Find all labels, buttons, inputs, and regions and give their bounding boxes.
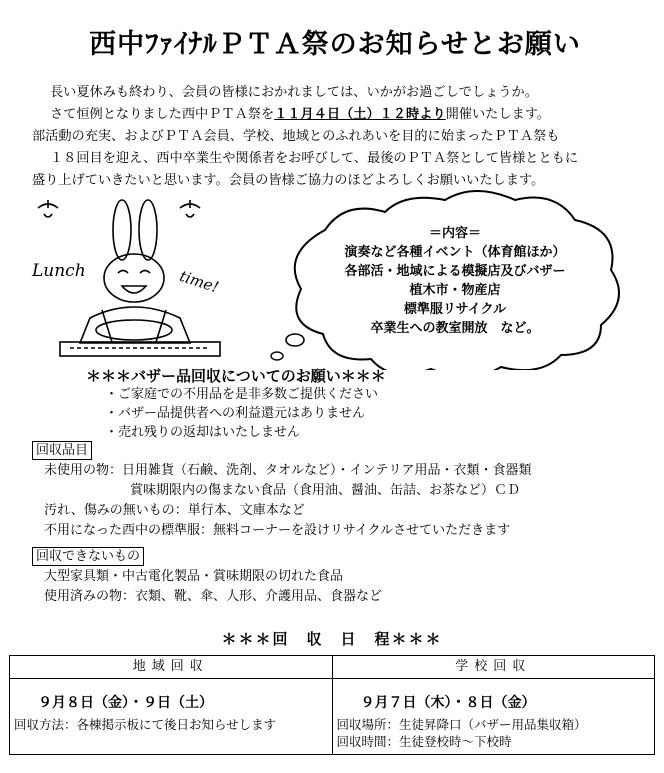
not-collected-row: 大型家具類・中古電化製品・賞味期限の切れた食品 bbox=[44, 569, 344, 584]
collected-row: 汚れ、傷みの無いもの：単行本、文庫本など bbox=[44, 503, 305, 518]
intro-line: 部活動の充実、およびＰＴＡ会員、学校、地域とのふれあいを目的に始まったＰＴＡ祭も bbox=[32, 129, 560, 144]
contents-list bbox=[255, 224, 655, 338]
collected-row: 未使用の物：日用雑貨（石鹸、洗剤、タオルなど）・インテリア用品・衣類・食器類 bbox=[44, 463, 532, 478]
time-word: time! bbox=[177, 266, 221, 297]
intro-text: 開催いたします。 bbox=[445, 107, 551, 122]
rabbit-eyes bbox=[118, 271, 150, 274]
rabbit-head bbox=[104, 254, 164, 302]
intro-line: 長い夏休みも終わり、会員の皆様におかれましては、いかがお過ごしでしょうか。 bbox=[50, 85, 538, 100]
not-collected-row: 使用済みの物：衣類、靴、傘、人形、介護用品、食器など bbox=[44, 589, 383, 604]
area-collection-column bbox=[10, 656, 333, 754]
contents-item: 標準服リサイクル bbox=[403, 302, 507, 317]
intro-line: １８回目を迎え、西中卒業生や関係者をお呼びして、最後のＰＴＡ祭として皆様とともに bbox=[50, 151, 579, 166]
school-collection-time: 回収時間：生徒登校時〜下校時 bbox=[336, 734, 512, 749]
bazaar-note: ・バザー品提供者への利益還元はありません bbox=[105, 406, 366, 421]
rabbit-apron bbox=[102, 310, 166, 342]
rabbit-ear-left bbox=[113, 200, 131, 260]
event-date: １１月４日（土）１２時より bbox=[274, 107, 446, 122]
lunch-word: Lunch bbox=[32, 261, 86, 281]
intro-paragraph bbox=[32, 82, 652, 192]
contents-item: 卒業生への教室開放 など。 bbox=[370, 321, 540, 336]
page-title: 西中ﾌｧｲﾅﾙＰＴＡ祭のお知らせとお願い bbox=[89, 29, 581, 60]
bazaar-notes bbox=[105, 385, 378, 442]
bazaar-note: ・ご家庭での不用品を是非多数ご提供ください bbox=[105, 387, 379, 402]
table bbox=[60, 342, 220, 356]
intro-text: さて恒例となりました西中ＰＴＡ祭を bbox=[50, 107, 275, 122]
rabbit-ear-right bbox=[139, 200, 157, 260]
school-collection-date: ９月７日（木）・８日（金） bbox=[360, 695, 536, 711]
collected-label: 回収品目 bbox=[32, 441, 92, 460]
school-collection-header: 学校回収 bbox=[333, 656, 655, 679]
schedule-table bbox=[9, 655, 655, 755]
area-collection-info bbox=[14, 716, 276, 733]
bazaar-heading: ＊＊＊バザー品回収についてのお願い＊＊＊ bbox=[86, 367, 386, 385]
contents-cloud bbox=[255, 190, 655, 370]
school-collection-column bbox=[333, 656, 655, 754]
rabbit-illustration bbox=[30, 198, 240, 363]
collected-row: 賞味期限内の傷まない食品（食用油、醤油、缶詰、お茶など）ＣＤ bbox=[130, 483, 521, 498]
not-collected-section bbox=[32, 547, 652, 607]
not-collected-label: 回収できないもの bbox=[32, 547, 144, 566]
schedule-title: ＊＊＊回 収 日 程＊＊＊ bbox=[221, 630, 443, 648]
school-collection-place: 回収場所：生徒昇降口（バザー用品集収箱） bbox=[336, 717, 587, 732]
school-collection-info bbox=[337, 716, 587, 750]
rabbit-body bbox=[80, 307, 190, 343]
contents-item: 植木市・物産店 bbox=[409, 283, 501, 298]
intro-line: 盛り上げていきたいと思います。会員の皆様ご協力のほどよろしくお願いいたします。 bbox=[32, 173, 545, 188]
bazaar-note: ・売れ残りの返却はいたしません bbox=[105, 425, 301, 440]
contents-item: 各部活・地域による模擬店及びバザー bbox=[344, 264, 566, 279]
contents-heading: ＝内容＝ bbox=[428, 226, 481, 241]
rabbit-mouth bbox=[122, 286, 146, 293]
contents-item: 演奏など各種イベント（体育館ほか） bbox=[344, 245, 566, 260]
lunch-plate bbox=[96, 320, 172, 340]
area-collection-header: 地域回収 bbox=[10, 656, 332, 679]
collected-row: 不用になった西中の標準服：無料コーナーを設けリサイクルさせていただきます bbox=[44, 523, 511, 538]
area-collection-date: ９月８日（金）・９日（土） bbox=[38, 695, 213, 711]
collected-items-section bbox=[32, 441, 652, 541]
flower-ornament-left bbox=[38, 200, 58, 217]
rabbit-lunch-drawing bbox=[30, 198, 240, 363]
intro-line bbox=[32, 104, 652, 126]
flower-ornament-right bbox=[180, 200, 200, 217]
area-collection-method: 回収方法：各棟掲示板にて後日お知らせします bbox=[14, 717, 277, 732]
